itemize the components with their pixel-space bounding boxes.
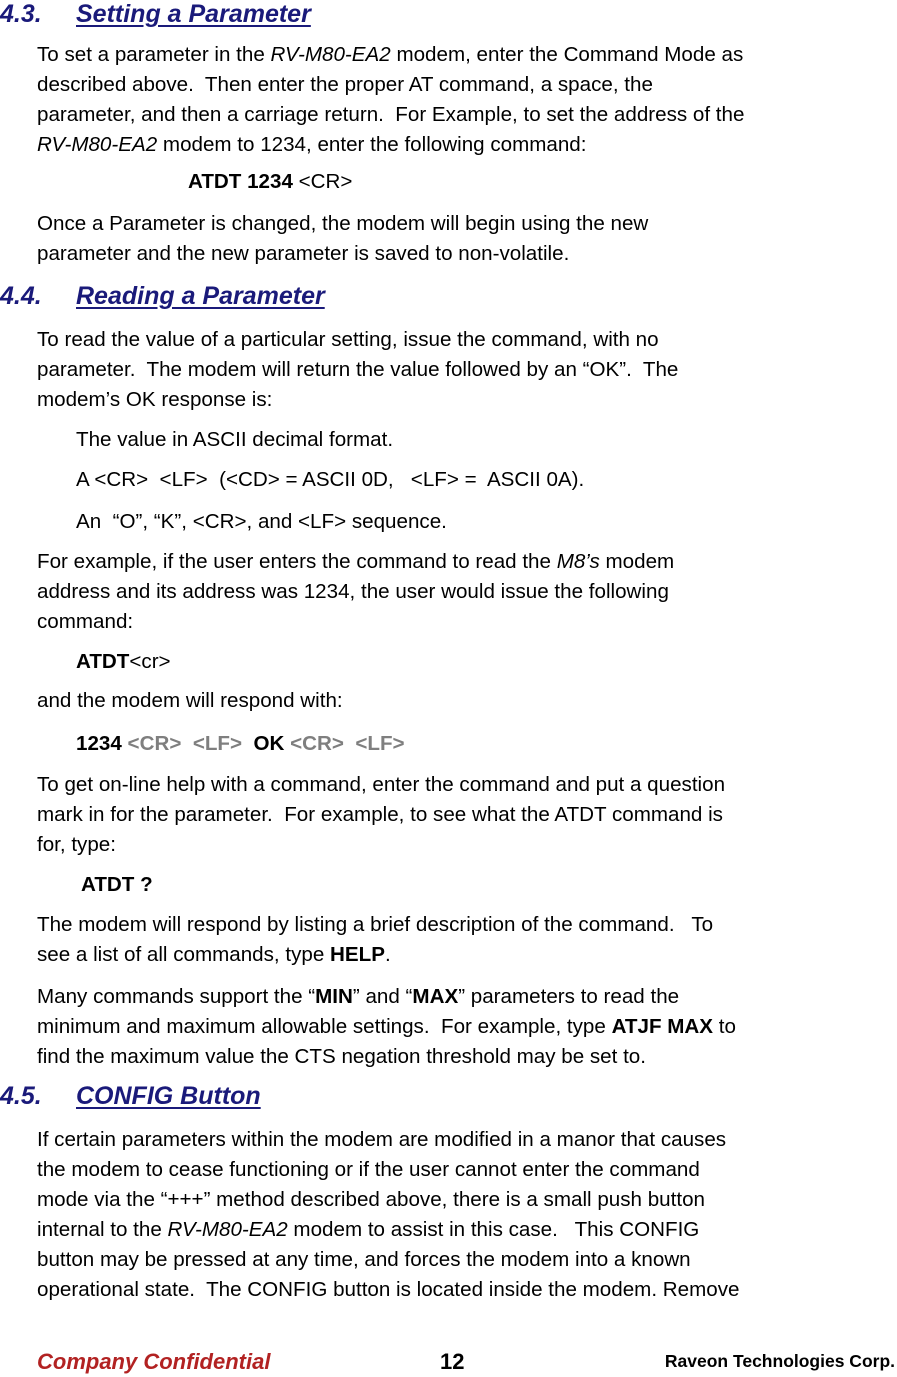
text: modem to 1234, enter the following command:	[157, 133, 587, 156]
help-command: HELP	[330, 943, 385, 966]
text: .	[384, 943, 391, 966]
text-line: If certain parameters within the modem are modified in a manor that causes	[37, 1128, 727, 1151]
text-line: The modem will respond by listing a brief description of the command. To	[37, 913, 714, 936]
command-suffix: <cr>	[129, 650, 171, 673]
text: For example, if the user enters the command to read the	[37, 550, 557, 573]
text-line: mode via the “+++” method described above, there is a small push button	[37, 1188, 705, 1211]
text-line: command:	[37, 610, 134, 633]
footer-confidential: Company Confidential	[37, 1349, 271, 1374]
text: minimum and maximum allowable settings. For example, type	[37, 1015, 612, 1038]
text-line: To read the value of a particular setting, issue the command, with no	[37, 328, 659, 351]
product-name: RV-M80-EA2	[167, 1218, 288, 1241]
footer-company: Raveon Technologies Corp.	[664, 1351, 895, 1371]
section-4-5-heading	[0, 1082, 261, 1110]
paragraph	[37, 910, 895, 970]
paragraph	[37, 325, 895, 415]
list-item	[76, 425, 886, 455]
text: internal to the	[37, 1218, 168, 1241]
response-value: 1234	[76, 732, 128, 755]
command-bold: ATDT	[76, 650, 130, 673]
section-number: 4.5.	[0, 1082, 42, 1110]
text-line: parameter. The modem will return the value followed by an “OK”. The	[37, 358, 679, 381]
lf-token: <LF>	[192, 732, 243, 755]
text: ” and “	[352, 985, 413, 1008]
text-line: The value in ASCII decimal format.	[76, 428, 394, 451]
section-title: Reading a Parameter	[76, 282, 325, 310]
paragraph	[37, 40, 895, 160]
text: To set a parameter in the	[37, 43, 271, 66]
text-line: described above. Then enter the proper AT command, a space, the	[37, 73, 653, 96]
text-line: operational state. The CONFIG button is located inside the modem. Remove	[37, 1278, 740, 1301]
paragraph	[37, 1125, 895, 1305]
paragraph	[37, 982, 895, 1072]
paragraph	[37, 547, 895, 637]
page-footer	[0, 1349, 897, 1377]
paragraph	[37, 686, 895, 716]
list-item	[76, 507, 886, 537]
section-number: 4.3.	[0, 0, 42, 28]
response-example	[76, 729, 405, 759]
command-example	[188, 167, 352, 197]
text-line: parameter and the new parameter is saved to non-volatile.	[37, 242, 570, 265]
section-title: Setting a Parameter	[76, 0, 311, 28]
text-line: modem’s OK response is:	[37, 388, 273, 411]
section-4-3-heading	[0, 0, 311, 28]
product-name: RV-M80-EA2	[37, 133, 158, 156]
text: modem	[599, 550, 675, 573]
section-4-4-heading	[0, 282, 325, 310]
paragraph	[37, 770, 895, 860]
paragraph	[37, 209, 895, 269]
text: see a list of all commands, type	[37, 943, 331, 966]
text-line: Once a Parameter is changed, the modem will begin using the new	[37, 212, 649, 235]
command-bold: ATJF MAX	[611, 1015, 714, 1038]
lf-token: <LF>	[355, 732, 405, 755]
text-line: button may be pressed at any time, and forces the modem into a known	[37, 1248, 691, 1271]
cr-token: <CR>	[290, 732, 344, 755]
text-line: address and its address was 1234, the user would issue the following	[37, 580, 669, 603]
section-title: CONFIG Button	[76, 1082, 261, 1110]
text-line: and the modem will respond with:	[37, 689, 343, 712]
product-name: RV-M80-EA2	[270, 43, 391, 66]
product-name: M8’s	[556, 550, 600, 573]
cr-token: <CR>	[127, 732, 182, 755]
page-number: 12	[440, 1349, 465, 1374]
text: to	[713, 1015, 736, 1038]
text: modem to assist in this case. This CONFIG	[287, 1218, 700, 1241]
text-line: parameter, and then a carriage return. For Example, to set the address of the	[37, 103, 745, 126]
max-keyword: MAX	[412, 985, 459, 1008]
ok-token: OK	[253, 732, 291, 755]
min-keyword: MIN	[315, 985, 353, 1008]
command-example	[76, 647, 171, 677]
command-bold: ATDT 1234	[188, 170, 293, 193]
text-line: mark in for the parameter. For example, to see what the ATDT command is	[37, 803, 723, 826]
text: ” parameters to read the	[458, 985, 680, 1008]
list-item	[76, 465, 886, 495]
text-line: An “O”, “K”, <CR>, and <LF> sequence.	[76, 510, 447, 533]
text: modem, enter the Command Mode as	[390, 43, 744, 66]
text-line: find the maximum value the CTS negation threshold may be set to.	[37, 1045, 646, 1068]
text-line: for, type:	[37, 833, 116, 856]
text-line: the modem to cease functioning or if the user cannot enter the command	[37, 1158, 700, 1181]
command-suffix: <CR>	[292, 170, 353, 193]
text-line: A <CR> <LF> (<CD> = ASCII 0D, <LF> = ASCII 0A).	[76, 468, 585, 491]
text-line: To get on-line help with a command, enter the command and put a question	[37, 773, 726, 796]
command-example: ATDT ?	[81, 873, 153, 896]
section-number: 4.4.	[0, 282, 42, 310]
text: Many commands support the “	[37, 985, 316, 1008]
